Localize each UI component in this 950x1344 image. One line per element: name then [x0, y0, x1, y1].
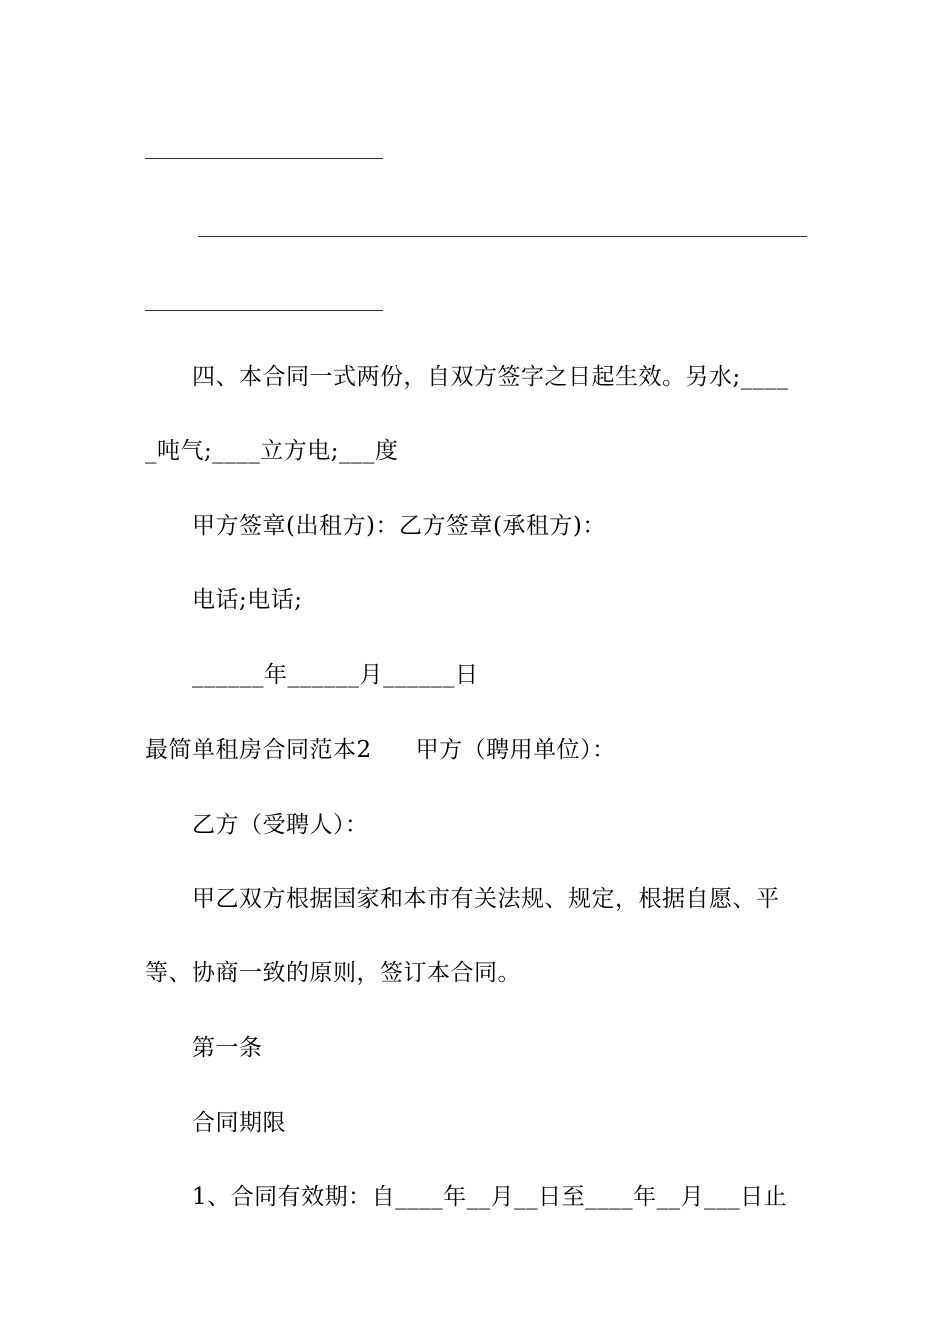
signature-parties: 甲方签章(出租方)：乙方签章(承租方)：: [192, 513, 606, 539]
contract-2-heading-row: [145, 735, 616, 765]
preamble-line-1: 甲乙双方根据国家和本市有关法规、规定，根据自愿、平: [192, 886, 780, 912]
party-b-label: 乙方（受聘人）：: [192, 812, 369, 838]
party-a-label: 甲方（聘用单位）：: [415, 737, 616, 763]
preamble-line-2: 等、协商一致的原则，签订本合同。: [145, 960, 521, 986]
contract-term-heading: 合同期限: [192, 1110, 286, 1136]
phone-line: 电话;电话;: [192, 587, 303, 613]
contract-2-title: 最简单租房合同范本2: [145, 737, 372, 763]
contract-term-item-1: 1、合同有效期：自____年__月__日至____年__月___日止: [192, 1184, 788, 1210]
blank-rule-2: [198, 236, 807, 237]
blank-rule-1: [145, 158, 383, 159]
blank-rule-3: [145, 310, 383, 311]
clause-4-line-1: 四、本合同一式两份，自双方签字之日起生效。另水;____: [192, 364, 789, 390]
clause-4-line-2: _吨气;____立方电;___度: [145, 438, 399, 464]
date-blank: ______年______月______日: [192, 662, 479, 688]
article-1-heading: 第一条: [192, 1035, 263, 1061]
